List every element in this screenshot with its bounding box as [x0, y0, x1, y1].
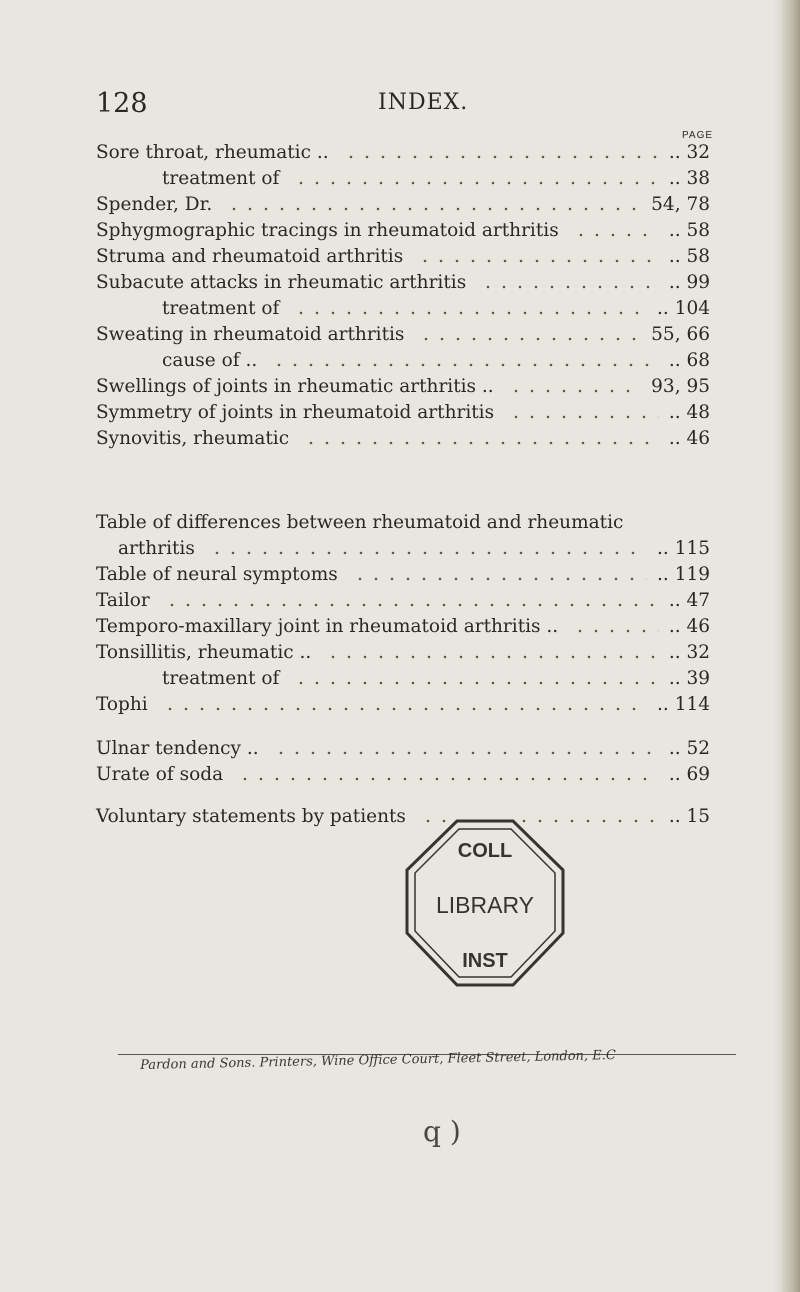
dot-leader — [226, 206, 641, 212]
printer-imprint: Pardon and Sons. Printers, Wine Office Court, Fleet Street, London, E.C — [140, 1048, 616, 1073]
entry-label: Urate of soda — [96, 764, 224, 785]
dot-leader — [237, 776, 659, 782]
index-entry — [96, 692, 710, 718]
entry-pages: .. 114 — [657, 694, 710, 715]
entry-label: Table of differences between rheumatoid and rheumatic — [96, 512, 624, 533]
index-subentry — [162, 348, 710, 374]
dot-leader — [293, 310, 647, 316]
entry-label: Voluntary statements by patients — [96, 806, 406, 827]
entry-label: Tailor — [96, 590, 150, 611]
index-entry — [96, 244, 710, 270]
page-edge — [782, 0, 800, 1292]
index-subentry — [162, 166, 710, 192]
stamp-bottom-text: INST — [462, 950, 508, 972]
dot-leader — [209, 550, 647, 556]
entry-pages: .. 39 — [668, 668, 710, 689]
entry-label: Sore throat, rheumatic .. — [96, 142, 329, 163]
entry-label: cause of .. — [162, 350, 258, 371]
dot-leader — [303, 440, 659, 446]
running-head: INDEX. — [378, 90, 469, 115]
entry-pages: .. 99 — [668, 272, 710, 293]
entry-pages: .. 68 — [668, 350, 710, 371]
index-subentry — [118, 536, 710, 562]
dot-leader — [418, 336, 641, 342]
dot-leader — [343, 154, 659, 160]
dot-leader — [271, 362, 659, 368]
dot-leader — [164, 602, 659, 608]
index-entry — [96, 322, 710, 348]
index-subentry — [162, 666, 710, 692]
entry-label: arthritis — [118, 538, 195, 559]
index-entry — [96, 192, 710, 218]
entry-pages: 55, 66 — [651, 324, 710, 345]
index-entry — [96, 562, 710, 588]
page-column-label: PAGE — [682, 130, 714, 141]
entry-label: Sphygmographic tracings in rheumatoid arthritis — [96, 220, 559, 241]
index-entry — [96, 588, 710, 614]
dot-leader — [573, 232, 659, 238]
library-stamp — [395, 815, 575, 995]
entry-label: Struma and rheumatoid arthritis — [96, 246, 404, 267]
dot-leader — [508, 388, 641, 394]
dot-leader — [293, 680, 659, 686]
entry-label: Symmetry of joints in rheumatoid arthritis — [96, 402, 495, 423]
entry-label: Swellings of joints in rheumatic arthritis .. — [96, 376, 494, 397]
dot-leader — [325, 654, 659, 660]
entry-label: treatment of — [162, 298, 280, 319]
entry-pages: .. 119 — [657, 564, 710, 585]
entry-pages: 93, 95 — [651, 376, 710, 397]
dot-leader — [293, 180, 659, 186]
entry-label: Table of neural symptoms — [96, 564, 338, 585]
entry-pages: .. 32 — [668, 142, 710, 163]
entry-pages: .. 58 — [668, 246, 710, 267]
entry-pages: .. 104 — [657, 298, 710, 319]
entry-pages: .. 15 — [668, 806, 710, 827]
entry-pages: 54, 78 — [651, 194, 710, 215]
index-entry — [96, 762, 710, 788]
entry-label: Tonsillitis, rheumatic .. — [96, 642, 312, 663]
index-entry — [96, 270, 710, 296]
entry-label: treatment of — [162, 668, 280, 689]
entry-pages: .. 32 — [668, 642, 710, 663]
entry-label: Synovitis, rheumatic — [96, 428, 290, 449]
index-subentry — [162, 296, 710, 322]
entry-label: treatment of — [162, 168, 280, 189]
entry-pages: .. 38 — [668, 168, 710, 189]
dot-leader — [480, 284, 659, 290]
entry-label: Tophi — [96, 694, 148, 715]
entry-pages: .. 47 — [668, 590, 710, 611]
index-entry — [96, 510, 710, 536]
stamp-top-text: COLL — [457, 840, 513, 862]
index-entry — [96, 400, 710, 426]
index-entry — [96, 426, 710, 452]
entry-pages: .. 52 — [668, 738, 710, 759]
dot-leader — [273, 750, 659, 756]
entry-label: Ulnar tendency .. — [96, 738, 259, 759]
entry-pages: .. 115 — [657, 538, 710, 559]
index-entry — [96, 140, 710, 166]
dot-leader — [572, 628, 659, 634]
dot-leader — [417, 258, 659, 264]
entry-pages: .. 48 — [668, 402, 710, 423]
entry-pages: .. 46 — [668, 428, 710, 449]
dot-leader — [352, 576, 647, 582]
page-shadow — [772, 0, 782, 1292]
entry-label: Temporo-maxillary joint in rheumatoid arthritis .. — [96, 616, 559, 637]
entry-label: Sweating in rheumatoid arthritis — [96, 324, 405, 345]
entry-pages: .. 58 — [668, 220, 710, 241]
index-entry — [96, 614, 710, 640]
dot-leader — [162, 706, 647, 712]
page-number: 128 — [96, 88, 148, 119]
index-entry — [96, 374, 710, 400]
entry-pages: .. 69 — [668, 764, 710, 785]
entry-pages: .. 46 — [668, 616, 710, 637]
index-entry — [96, 640, 710, 666]
index-entry — [96, 736, 710, 762]
dot-leader — [508, 414, 659, 420]
handwritten-mark: q ) — [423, 1115, 461, 1148]
stamp-center-text: LIBRARY — [435, 892, 535, 918]
entry-label: Subacute attacks in rheumatic arthritis — [96, 272, 467, 293]
index-entry — [96, 218, 710, 244]
entry-label: Spender, Dr. — [96, 194, 213, 215]
